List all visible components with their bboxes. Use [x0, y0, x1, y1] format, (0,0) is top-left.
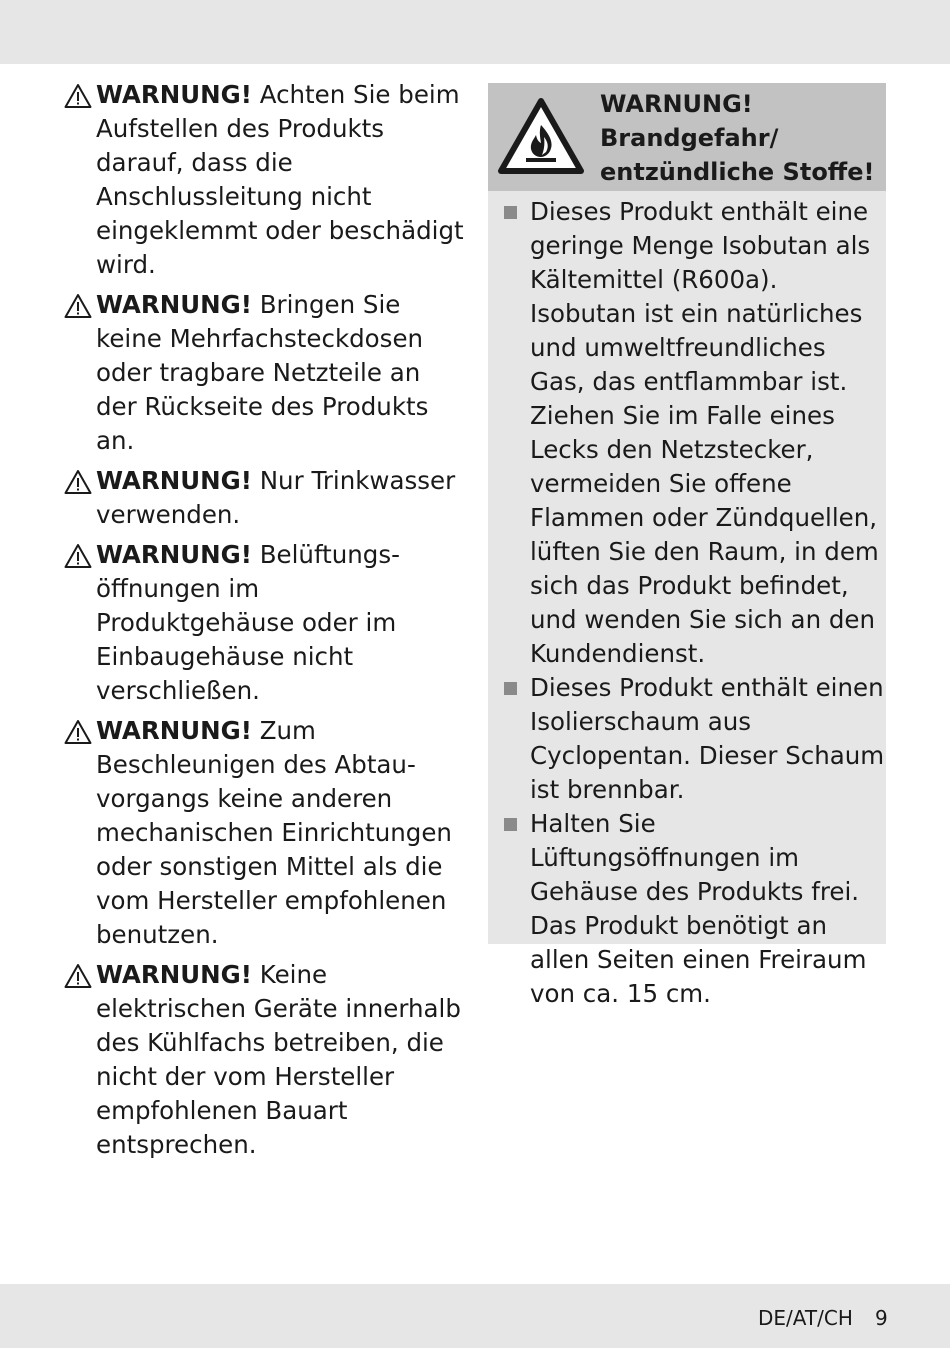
warning-triangle-icon [64, 543, 92, 569]
left-column-warnings [64, 78, 464, 1168]
warning-label: WARNUNG! [96, 80, 252, 109]
bullet-square-icon [504, 818, 517, 831]
footer-page-number: 9 [875, 1306, 888, 1330]
fire-hazard-header [488, 83, 886, 191]
title-line-1: WARNUNG! [600, 90, 753, 118]
warning-text: Zum Beschleunigen des Abtau-vorgangs keine anderen mechanischen Einrichtungen oder sonstigen Mittel als die vom Hersteller empfohlenen benutzen. [96, 716, 452, 949]
warning-label: WARNUNG! [96, 540, 252, 569]
fire-hazard-box [488, 83, 886, 1008]
warning-label: WARNUNG! [96, 466, 252, 495]
warning-text: Achten Sie beim Aufstellen des Produkts darauf, dass die Anschlussleitung nicht eingeklemmt oder beschädigt wird. [96, 80, 464, 279]
bullet-text: Dieses Produkt enthält einen Isolierschaum aus Cyclopentan. Dieser Schaum ist brennbar. [530, 673, 885, 804]
warning-text: Bringen Sie keine Mehrfachsteckdosen oder tragbare Netzteile an der Rückseite des Produkts an. [96, 290, 429, 455]
warning-item-4 [64, 538, 464, 708]
fire-hazard-bullets [488, 195, 886, 1011]
fire-hazard-title [600, 87, 884, 189]
warning-text: Nur Trinkwasser verwenden. [96, 466, 456, 529]
warning-label: WARNUNG! [96, 716, 252, 745]
warning-item-3 [64, 464, 464, 532]
bullet-item-3 [488, 807, 886, 1011]
warning-item-1 [64, 78, 464, 282]
bullet-text: Dieses Produkt enthält eine geringe Menge Isobutan als Kältemittel (R600a). Isobutan ist ein natürliches und umweltfreundliches Gas, das entflammbar ist. Ziehen Sie im Falle eines Lecks den Netzstecker, vermeiden Sie offene Flammen oder Zündquellen, lüften Sie den Raum, in dem sich das Produkt befindet, und wenden Sie sich an den Kundendienst. [530, 197, 879, 668]
warning-label: WARNUNG! [96, 960, 252, 989]
title-line-2: Brandgefahr/ [600, 124, 779, 152]
footer-region: DE/AT/CH [758, 1306, 853, 1330]
warning-item-5 [64, 714, 464, 952]
bullet-item-1 [488, 195, 886, 671]
warning-triangle-icon [64, 719, 92, 745]
bullet-square-icon [504, 682, 517, 695]
bullet-text: Halten Sie Lüftungsöffnungen im Gehäuse des Produkts frei. Das Produkt benötigt an allen Seiten einen Freiraum von ca. 15 cm. [530, 809, 867, 1008]
flammable-fire-icon [498, 97, 584, 175]
bullet-item-2 [488, 671, 886, 807]
bullet-square-icon [504, 206, 517, 219]
warning-triangle-icon [64, 83, 92, 109]
warning-text: Belüftungs-öffnungen im Produktgehäuse oder im Einbaugehäuse nicht verschließen. [96, 540, 400, 705]
warning-triangle-icon [64, 963, 92, 989]
title-line-3: entzündliche Stoffe! [600, 158, 875, 186]
warning-triangle-icon [64, 293, 92, 319]
warning-item-6 [64, 958, 464, 1162]
top-band [0, 0, 950, 64]
warning-item-2 [64, 288, 464, 458]
warning-label: WARNUNG! [96, 290, 252, 319]
warning-triangle-icon [64, 469, 92, 495]
warning-text: Keine elektrischen Geräte innerhalb des Kühlfachs betreiben, die nicht der vom Hersteller empfohlenen Bauart entsprechen. [96, 960, 461, 1159]
